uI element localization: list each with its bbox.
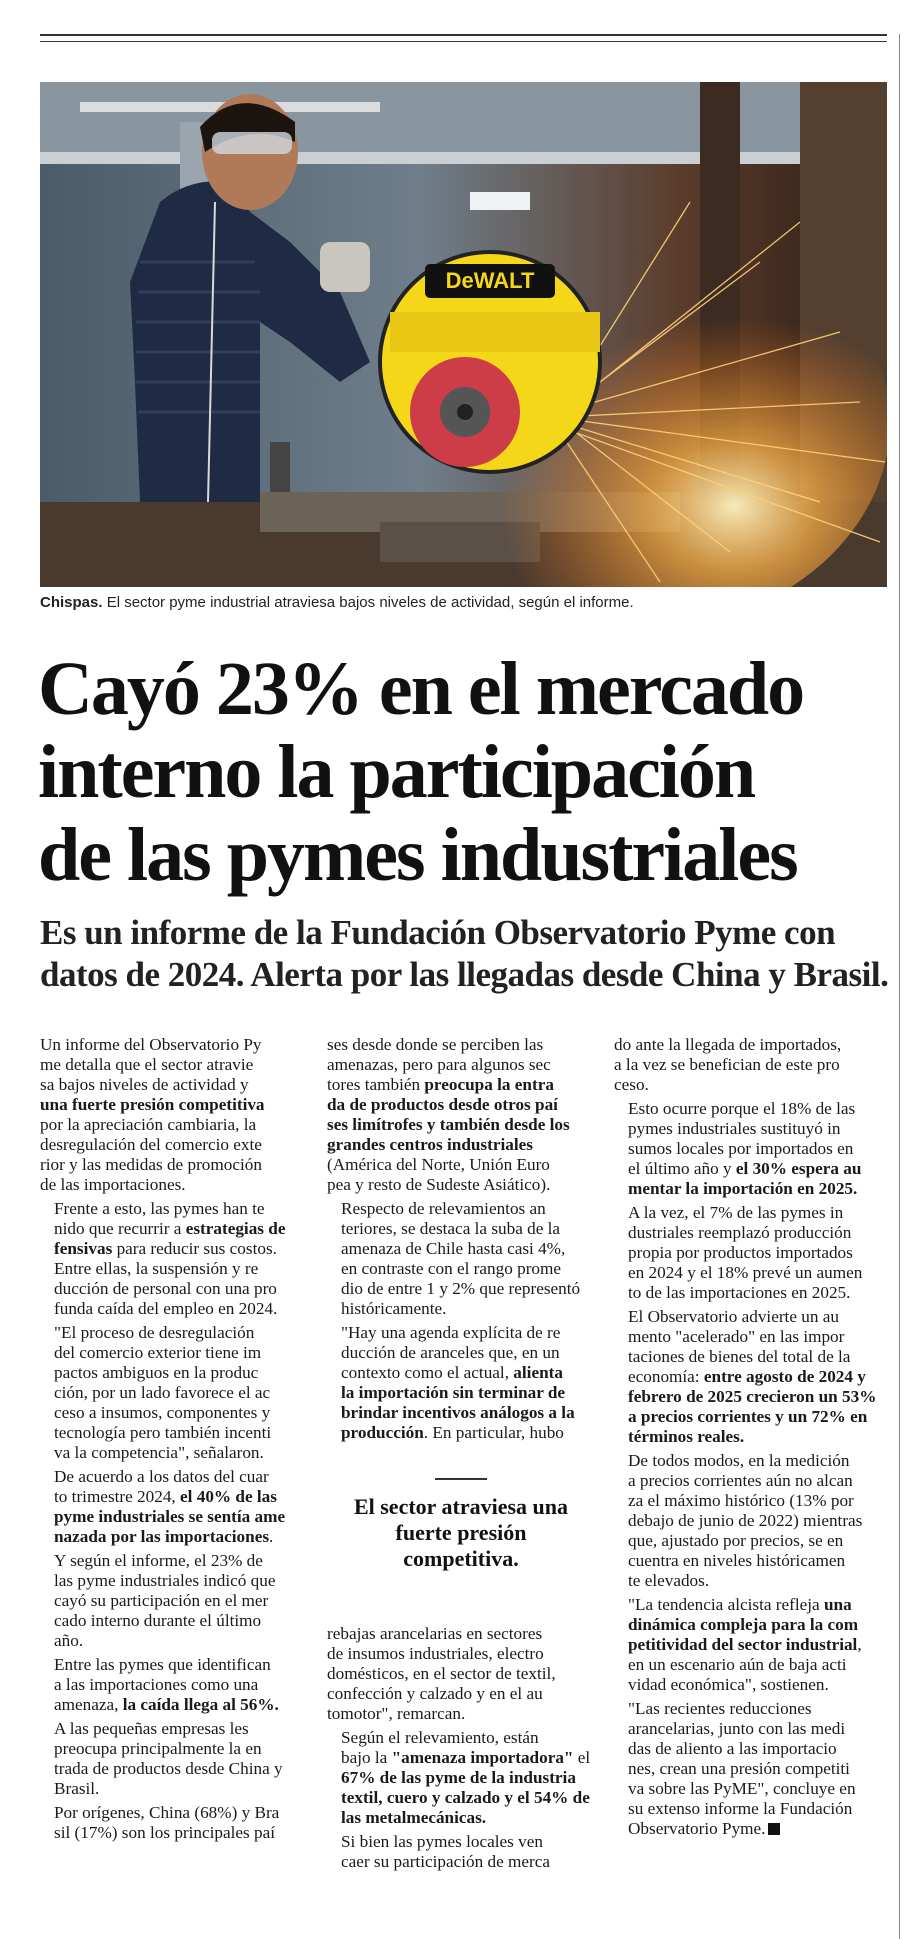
text-run: desregulación del comercio exte bbox=[40, 1135, 262, 1154]
text-run: a las importaciones como una bbox=[54, 1675, 259, 1694]
paragraph bbox=[614, 1595, 890, 1695]
text-line bbox=[614, 1387, 890, 1407]
bold-text: fensivas bbox=[54, 1239, 113, 1258]
text-run: tecnología pero también incenti bbox=[54, 1423, 272, 1442]
top-rule bbox=[40, 34, 887, 42]
bold-text: entre agosto de 2024 y bbox=[703, 1367, 866, 1386]
text-run: funda caída del empleo en 2024. bbox=[54, 1299, 278, 1318]
paragraph bbox=[40, 1551, 308, 1651]
text-line bbox=[40, 1383, 308, 1403]
text-line bbox=[327, 1323, 595, 1343]
text-run: ducción de personal con una pro bbox=[54, 1279, 277, 1298]
text-run: propia por productos importados bbox=[628, 1243, 853, 1262]
bold-text: una fuerte presión competitiva bbox=[40, 1095, 265, 1114]
bold-text: petitividad del sector industrial bbox=[628, 1635, 858, 1654]
text-run: "El proceso de desregulación bbox=[54, 1323, 255, 1342]
text-run: su extenso informe la Fundación bbox=[628, 1799, 853, 1818]
text-run: el último año y bbox=[628, 1159, 736, 1178]
text-run: confección y calzado y en el au bbox=[327, 1684, 543, 1703]
paragraph bbox=[40, 1467, 308, 1547]
text-line bbox=[40, 1259, 308, 1279]
text-run: bajo la bbox=[341, 1748, 392, 1767]
bold-text: febrero de 2025 crecieron un 53% bbox=[628, 1387, 877, 1406]
paragraph bbox=[614, 1099, 890, 1199]
paragraph bbox=[327, 1323, 595, 1443]
text-line bbox=[614, 1635, 890, 1655]
paragraph bbox=[40, 1655, 308, 1715]
pull-quote-line: fuerte presión bbox=[395, 1520, 527, 1545]
text-run: año. bbox=[54, 1631, 84, 1650]
text-line bbox=[614, 1035, 890, 1055]
text-run: pea y resto de Sudeste Asiático). bbox=[327, 1175, 551, 1194]
paragraph bbox=[40, 1803, 308, 1843]
text-run: tores también bbox=[327, 1075, 425, 1094]
text-run: las pyme industriales indicó que bbox=[54, 1571, 276, 1590]
text-line bbox=[40, 1591, 308, 1611]
text-run: amenaza, bbox=[54, 1695, 123, 1714]
pull-quote-line: El sector atraviesa una bbox=[353, 1494, 569, 1519]
text-line bbox=[40, 1403, 308, 1423]
text-line bbox=[40, 1631, 308, 1651]
text-run: cayó su participación en el mer bbox=[54, 1591, 269, 1610]
text-line bbox=[614, 1615, 890, 1635]
bold-text: la caída llega al 56%. bbox=[122, 1695, 279, 1714]
text-run: Si bien las pymes locales ven bbox=[341, 1832, 543, 1851]
text-run: Según el relevamiento, están bbox=[341, 1728, 539, 1747]
text-line bbox=[327, 1239, 595, 1259]
text-line bbox=[327, 1808, 595, 1828]
text-line bbox=[614, 1819, 890, 1839]
text-line bbox=[327, 1748, 595, 1768]
text-run: . En particular, hubo bbox=[423, 1423, 564, 1442]
body-column-2-bottom bbox=[327, 1624, 595, 1876]
text-run: nido que recurrir a bbox=[54, 1219, 186, 1238]
paragraph bbox=[614, 1451, 890, 1591]
text-run: cado interno durante el último bbox=[54, 1611, 262, 1630]
text-line bbox=[614, 1119, 890, 1139]
text-line bbox=[40, 1135, 308, 1155]
text-run: va sobre las PyME", concluye en bbox=[628, 1779, 856, 1798]
text-line bbox=[40, 1035, 308, 1055]
bold-text: pyme industriales se sentía ame bbox=[54, 1507, 286, 1526]
text-line bbox=[40, 1219, 308, 1239]
text-run: en contraste con el rango prome bbox=[341, 1259, 562, 1278]
text-line bbox=[614, 1263, 890, 1283]
text-line bbox=[614, 1451, 890, 1471]
text-line bbox=[327, 1852, 595, 1872]
body-column-1 bbox=[40, 1035, 308, 1847]
text-line bbox=[327, 1704, 595, 1724]
text-line bbox=[40, 1155, 308, 1175]
text-run: nes, crean una presión competiti bbox=[628, 1759, 850, 1778]
text-line bbox=[40, 1075, 308, 1095]
text-line bbox=[327, 1279, 595, 1299]
bold-text: el 40% de las bbox=[180, 1487, 277, 1506]
text-line bbox=[327, 1095, 595, 1115]
bold-text: brindar incentivos análogos a la bbox=[341, 1403, 575, 1422]
text-line bbox=[40, 1675, 308, 1695]
text-run: caer su participación de merca bbox=[341, 1852, 550, 1871]
paragraph bbox=[327, 1728, 595, 1828]
text-run: El Observatorio advierte un au bbox=[628, 1307, 839, 1326]
text-line bbox=[614, 1531, 890, 1551]
text-line bbox=[327, 1423, 595, 1443]
text-run: sumos locales por importados en bbox=[628, 1139, 854, 1158]
subhead-line: datos de 2024. Alerta por las llegadas desde China y Brasil. bbox=[40, 955, 889, 994]
text-run: en 2024 y el 18% prevé un aumen bbox=[628, 1263, 863, 1282]
text-line bbox=[40, 1655, 308, 1675]
text-line bbox=[614, 1595, 890, 1615]
text-line bbox=[327, 1832, 595, 1852]
paragraph bbox=[614, 1307, 890, 1447]
text-run: para reducir sus costos. bbox=[112, 1239, 277, 1258]
text-run: ducción de aranceles que, en un bbox=[341, 1343, 560, 1362]
text-line bbox=[40, 1779, 308, 1799]
text-line bbox=[40, 1239, 308, 1259]
paragraph bbox=[327, 1624, 595, 1724]
text-run: pactos ambiguos en la produc bbox=[54, 1363, 259, 1382]
text-run: vidad económica", sostienen. bbox=[628, 1675, 829, 1694]
text-run: das de aliento a las importacio bbox=[628, 1739, 837, 1758]
body-column-2-top bbox=[327, 1035, 595, 1447]
article-photo bbox=[40, 82, 887, 587]
text-line bbox=[614, 1511, 890, 1531]
text-run: en un escenario aún de baja acti bbox=[628, 1655, 847, 1674]
bold-text: el 30% espera au bbox=[735, 1159, 862, 1178]
text-line bbox=[327, 1135, 595, 1155]
text-line bbox=[614, 1571, 890, 1591]
text-run: pymes industriales sustituyó in bbox=[628, 1119, 841, 1138]
bold-text: mentar la importación en 2025. bbox=[628, 1179, 858, 1198]
bold-text: la importación sin terminar de bbox=[341, 1383, 566, 1402]
text-line bbox=[614, 1283, 890, 1303]
text-line bbox=[327, 1219, 595, 1239]
bold-text: textil, cuero y calzado y el 54% de bbox=[341, 1788, 590, 1807]
text-line bbox=[327, 1363, 595, 1383]
bold-text: una bbox=[823, 1595, 852, 1614]
headline-line: de las pymes industriales bbox=[38, 813, 797, 897]
pull-quote bbox=[327, 1478, 595, 1572]
text-line bbox=[614, 1139, 890, 1159]
text-line bbox=[40, 1199, 308, 1219]
text-line bbox=[40, 1695, 308, 1715]
text-line bbox=[327, 1259, 595, 1279]
text-run: a precios corrientes aún no alcan bbox=[628, 1471, 853, 1490]
text-line bbox=[40, 1739, 308, 1759]
text-line bbox=[327, 1075, 595, 1095]
text-run: Entre las pymes que identifican bbox=[54, 1655, 271, 1674]
text-line bbox=[614, 1491, 890, 1511]
text-run: Brasil. bbox=[54, 1779, 100, 1798]
text-line bbox=[327, 1383, 595, 1403]
text-line bbox=[40, 1175, 308, 1195]
text-run: Entre ellas, la suspensión y re bbox=[54, 1259, 259, 1278]
bold-text: términos reales. bbox=[628, 1427, 745, 1446]
text-run: arancelarias, junto con las medi bbox=[628, 1719, 846, 1738]
text-run: "Hay una agenda explícita de re bbox=[341, 1323, 561, 1342]
caption-lead: Chispas. bbox=[40, 594, 103, 611]
text-run: do ante la llegada de importados, bbox=[614, 1035, 842, 1054]
text-run: que, ajustado por precios, se en bbox=[628, 1531, 844, 1550]
text-line bbox=[327, 1788, 595, 1808]
bold-text: dinámica compleja para la com bbox=[628, 1615, 859, 1634]
paragraph bbox=[614, 1203, 890, 1303]
text-run: de las importaciones. bbox=[40, 1175, 186, 1194]
text-line bbox=[614, 1179, 890, 1199]
caption-text: El sector pyme industrial atraviesa bajos niveles de actividad, según el informe. bbox=[102, 594, 634, 611]
paragraph bbox=[327, 1832, 595, 1872]
bold-text: grandes centros industriales bbox=[327, 1135, 533, 1154]
text-line bbox=[327, 1403, 595, 1423]
paragraph bbox=[327, 1199, 595, 1319]
text-line bbox=[614, 1699, 890, 1719]
end-mark-icon bbox=[768, 1823, 780, 1835]
text-run: dio de entre 1 y 2% que representó bbox=[341, 1279, 581, 1298]
text-line bbox=[614, 1243, 890, 1263]
text-line bbox=[614, 1407, 890, 1427]
bold-text: producción bbox=[341, 1423, 424, 1442]
bold-text: 67% de las pyme de la industria bbox=[341, 1768, 576, 1787]
text-line bbox=[40, 1611, 308, 1631]
text-line bbox=[614, 1203, 890, 1223]
paragraph bbox=[40, 1035, 308, 1195]
text-line bbox=[40, 1115, 308, 1135]
text-line bbox=[327, 1684, 595, 1704]
text-line bbox=[614, 1719, 890, 1739]
headline bbox=[38, 648, 898, 897]
text-run: dustriales reemplazó producción bbox=[628, 1223, 852, 1242]
photo-caption bbox=[40, 594, 887, 611]
text-line bbox=[40, 1803, 308, 1823]
text-line bbox=[40, 1095, 308, 1115]
text-run: ceso a insumos, componentes y bbox=[54, 1403, 271, 1422]
text-run: amenazas, pero para algunos sec bbox=[327, 1055, 551, 1074]
text-run: Y según el informe, el 23% de bbox=[54, 1551, 263, 1570]
text-line bbox=[327, 1644, 595, 1664]
text-line bbox=[327, 1343, 595, 1363]
bold-text: las metalmecánicas. bbox=[341, 1808, 487, 1827]
text-line bbox=[327, 1155, 595, 1175]
paragraph bbox=[40, 1199, 308, 1319]
text-run: Por orígenes, China (68%) y Bra bbox=[54, 1803, 280, 1822]
text-line bbox=[40, 1279, 308, 1299]
bold-text: estrategias de bbox=[185, 1219, 286, 1238]
text-run: rior y las medidas de promoción bbox=[40, 1155, 262, 1174]
text-run: ción, por un lado favorece el ac bbox=[54, 1383, 271, 1402]
bold-text: nazada por las importaciones bbox=[54, 1527, 270, 1546]
bold-text: preocupa la entra bbox=[424, 1075, 554, 1094]
text-run: Esto ocurre porque el 18% de las bbox=[628, 1099, 856, 1118]
text-run: economía: bbox=[628, 1367, 704, 1386]
text-run: to de las importaciones en 2025. bbox=[628, 1283, 851, 1302]
text-line bbox=[614, 1759, 890, 1779]
text-run: Observatorio Pyme. bbox=[628, 1819, 766, 1838]
text-run: a la vez se benefician de este pro bbox=[614, 1055, 840, 1074]
text-line bbox=[327, 1055, 595, 1075]
text-run: Frente a esto, las pymes han te bbox=[54, 1199, 265, 1218]
text-line bbox=[614, 1799, 890, 1819]
text-run: te elevados. bbox=[628, 1571, 710, 1590]
headline-line: interno la participación bbox=[38, 730, 755, 814]
text-run: "La tendencia alcista refleja bbox=[628, 1595, 824, 1614]
paragraph bbox=[327, 1035, 595, 1195]
text-line bbox=[327, 1768, 595, 1788]
text-line bbox=[40, 1343, 308, 1363]
text-run: de insumos industriales, electro bbox=[327, 1644, 544, 1663]
text-line bbox=[614, 1159, 890, 1179]
text-run: Respecto de relevamientos an bbox=[341, 1199, 546, 1218]
bold-text: a precios corrientes y un 72% en bbox=[628, 1407, 868, 1426]
text-line bbox=[327, 1664, 595, 1684]
text-line bbox=[40, 1423, 308, 1443]
text-line bbox=[614, 1327, 890, 1347]
text-run: preocupa principalmente la en bbox=[54, 1739, 262, 1758]
text-line bbox=[40, 1527, 308, 1547]
text-line bbox=[614, 1739, 890, 1759]
text-run: teriores, se destaca la suba de la bbox=[341, 1219, 561, 1238]
text-line bbox=[327, 1175, 595, 1195]
text-line bbox=[327, 1199, 595, 1219]
text-run: za el máximo histórico (13% por bbox=[628, 1491, 854, 1510]
text-line bbox=[614, 1075, 890, 1095]
text-line bbox=[614, 1367, 890, 1387]
text-run: . bbox=[269, 1527, 274, 1546]
text-run: to trimestre 2024, bbox=[54, 1487, 181, 1506]
text-run: taciones de bienes del total de la bbox=[628, 1347, 851, 1366]
bold-text: "amenaza importadora" bbox=[391, 1748, 574, 1767]
headline-line: Cayó 23% en el mercado bbox=[38, 647, 804, 731]
text-line bbox=[614, 1055, 890, 1075]
paragraph bbox=[40, 1323, 308, 1463]
text-run: domésticos, en el sector de textil, bbox=[327, 1664, 556, 1683]
bold-text: ses limítrofes y también desde los bbox=[327, 1115, 570, 1134]
text-run: del comercio exterior tiene im bbox=[54, 1343, 262, 1362]
text-run: sa bajos niveles de actividad y bbox=[40, 1075, 249, 1094]
text-run: trada de productos desde China y bbox=[54, 1759, 283, 1778]
text-line bbox=[327, 1728, 595, 1748]
paragraph bbox=[40, 1719, 308, 1799]
text-run: (América del Norte, Unión Euro bbox=[327, 1155, 550, 1174]
text-run: ceso. bbox=[614, 1075, 649, 1094]
text-line bbox=[40, 1055, 308, 1075]
text-run: sil (17%) son los principales paí bbox=[54, 1823, 276, 1842]
text-run: Un informe del Observatorio Py bbox=[40, 1035, 262, 1054]
paragraph bbox=[614, 1699, 890, 1839]
text-line bbox=[614, 1347, 890, 1367]
text-run: contexto como el actual, bbox=[341, 1363, 514, 1382]
text-run: amenaza de Chile hasta casi 4%, bbox=[341, 1239, 566, 1258]
text-line bbox=[40, 1507, 308, 1527]
text-line bbox=[327, 1299, 595, 1319]
text-run: "Las recientes reducciones bbox=[628, 1699, 812, 1718]
text-run: por la apreciación cambiaria, la bbox=[40, 1115, 257, 1134]
text-line bbox=[614, 1675, 890, 1695]
text-run: cuentra en niveles históricamen bbox=[628, 1551, 846, 1570]
text-line bbox=[40, 1487, 308, 1507]
paragraph bbox=[614, 1035, 890, 1095]
text-line bbox=[614, 1307, 890, 1327]
text-run: mento "acelerado" en las impor bbox=[628, 1327, 845, 1346]
text-run: A las pequeñas empresas les bbox=[54, 1719, 249, 1738]
subhead-line: Es un informe de la Fundación Observatorio Pyme con bbox=[40, 913, 836, 952]
text-line bbox=[327, 1115, 595, 1135]
text-line bbox=[614, 1655, 890, 1675]
text-run: De acuerdo a los datos del cuar bbox=[54, 1467, 269, 1486]
bold-text: alienta bbox=[513, 1363, 563, 1382]
text-line bbox=[40, 1571, 308, 1591]
text-line bbox=[40, 1551, 308, 1571]
text-run: rebajas arancelarias en sectores bbox=[327, 1624, 543, 1643]
tool-brand-text: DeWALT bbox=[445, 268, 535, 293]
text-line bbox=[40, 1299, 308, 1319]
subheadline bbox=[40, 912, 900, 996]
bold-text: da de productos desde otros paí bbox=[327, 1095, 558, 1114]
text-line bbox=[614, 1471, 890, 1491]
text-line bbox=[614, 1779, 890, 1799]
text-line bbox=[327, 1035, 595, 1055]
text-run: va la competencia", señalaron. bbox=[54, 1443, 264, 1462]
text-run: debajo de junio de 2022) mientras bbox=[628, 1511, 863, 1530]
pull-quote-rule bbox=[435, 1478, 487, 1480]
text-run: De todos modos, en la medición bbox=[628, 1451, 850, 1470]
text-line bbox=[40, 1467, 308, 1487]
text-line bbox=[40, 1363, 308, 1383]
text-run: tomotor", remarcan. bbox=[327, 1704, 466, 1723]
text-run: ses desde donde se perciben las bbox=[327, 1035, 544, 1054]
text-run: el bbox=[573, 1748, 591, 1767]
text-run: históricamente. bbox=[341, 1299, 447, 1318]
text-run: A la vez, el 7% de las pymes in bbox=[628, 1203, 844, 1222]
text-run: me detalla que el sector atravie bbox=[40, 1055, 254, 1074]
text-run: , bbox=[857, 1635, 862, 1654]
text-line bbox=[327, 1624, 595, 1644]
text-line bbox=[614, 1427, 890, 1447]
text-line bbox=[614, 1551, 890, 1571]
text-line bbox=[40, 1443, 308, 1463]
text-line bbox=[40, 1823, 308, 1843]
text-line bbox=[40, 1719, 308, 1739]
text-line bbox=[40, 1759, 308, 1779]
text-line bbox=[614, 1099, 890, 1119]
text-line bbox=[40, 1323, 308, 1343]
pull-quote-line: competitiva. bbox=[403, 1546, 519, 1571]
text-line bbox=[614, 1223, 890, 1243]
body-column-3 bbox=[614, 1035, 890, 1843]
